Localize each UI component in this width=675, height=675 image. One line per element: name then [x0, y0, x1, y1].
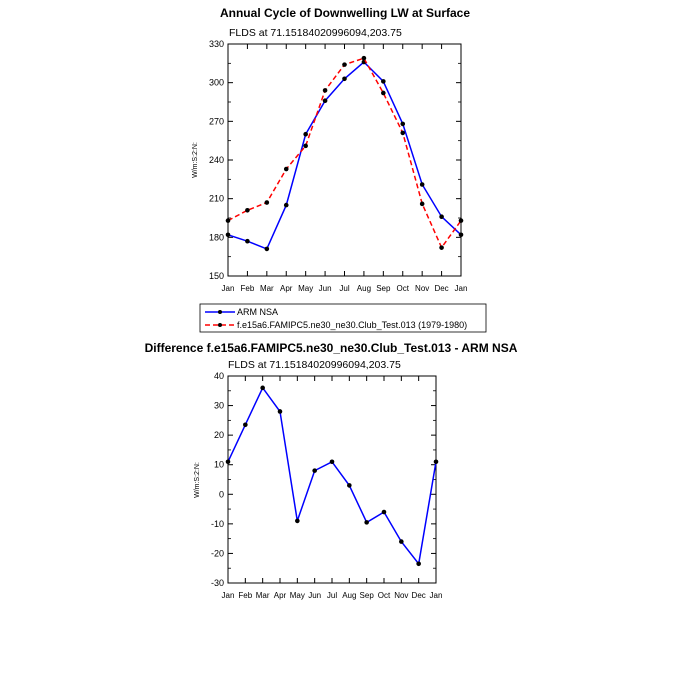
chart1-series-1-point-3	[284, 167, 289, 172]
chart2-ytick-label-7: 40	[213, 371, 224, 381]
chart1-series-0-point-10	[420, 182, 425, 187]
chart1-series-0-point-3	[284, 203, 289, 208]
chart1-series-1-point-12	[459, 218, 464, 223]
chart1-series-0-point-8	[381, 79, 386, 84]
chart1-xtick-label-9: Oct	[396, 284, 409, 293]
chart2-series-0-point-10	[399, 539, 404, 544]
chart1-series-0-line	[228, 62, 461, 249]
chart1-series-1-point-0	[226, 218, 231, 223]
chart2-xtick-label-4: May	[289, 591, 305, 600]
legend-marker-model	[218, 323, 222, 327]
chart1-series-1-point-2	[265, 200, 270, 205]
chart2-ytick-label-5: 20	[213, 430, 224, 441]
chart2-ylabel: W/m:S:2:N:	[194, 462, 201, 498]
chart2-xtick-label-12: Jan	[429, 591, 443, 600]
chart2-xtick-label-7: Aug	[342, 591, 357, 600]
chart2-ytick-label-1: -20	[210, 548, 224, 559]
chart2-title: Difference f.e15a6.FAMIPC5.ne30_ne30.Club_Test.013 - ARM NSA	[144, 341, 518, 355]
chart1-series-0-point-5	[323, 98, 328, 103]
chart1-series-1-point-5	[323, 88, 328, 93]
chart2-xtick-label-0: Jan	[221, 591, 235, 600]
chart2-series-0-point-7	[347, 483, 352, 488]
chart1-xtick-label-8: Sep	[376, 284, 391, 293]
chart1-series-0-point-1	[245, 239, 250, 244]
chart1-ylabel: W/m:S:2:N:	[192, 142, 199, 178]
chart1-series-0-point-0	[226, 232, 231, 237]
chart2-series-0-point-11	[416, 561, 421, 566]
chart2-xtick-label-2: Mar	[255, 591, 270, 600]
chart2-xtick-label-1: Feb	[238, 591, 253, 600]
chart2-series-0-point-3	[278, 409, 283, 414]
chart2-ytick-label-2: -10	[210, 518, 224, 529]
chart2-series-0-point-0	[226, 459, 231, 464]
chart1-series-1-point-11	[439, 245, 444, 250]
chart2-series-0-point-8	[364, 520, 369, 525]
chart2-frame	[228, 376, 436, 583]
chart1-ytick-label-5: 300	[208, 77, 224, 88]
chart2-series-0-point-6	[330, 459, 335, 464]
chart2-series-0-point-12	[434, 459, 439, 464]
chart1-series-1-point-9	[400, 131, 405, 136]
chart1-xtick-label-7: Aug	[356, 284, 372, 293]
chart1-ytick-label-0: 150	[208, 271, 224, 281]
legend-label-arm: ARM NSA	[237, 307, 279, 317]
chart1-series-1-point-6	[342, 62, 347, 67]
chart2-xtick-label-11: Dec	[411, 591, 426, 600]
chart2-series-0-point-2	[260, 386, 265, 391]
chart2-series-0-line	[228, 388, 436, 564]
chart2-series-0-point-5	[312, 468, 317, 473]
chart1-series-1-point-7	[362, 56, 367, 61]
chart1-subtitle: FLDS at 71.15184020996094,203.75	[229, 27, 402, 39]
chart2-ytick-label-6: 30	[213, 400, 224, 411]
chart1-xtick-label-2: Mar	[259, 284, 274, 293]
chart1-title: Annual Cycle of Downwelling LW at Surface	[219, 6, 471, 20]
chart1-xtick-label-11: Dec	[434, 284, 449, 293]
chart2-series-0-point-1	[243, 422, 248, 427]
chart1-series-0-point-12	[459, 232, 464, 237]
chart2-ytick-label-3: 0	[218, 489, 224, 500]
chart1-xtick-label-4: May	[298, 284, 314, 293]
chart1-xtick-label-3: Apr	[280, 284, 293, 293]
chart1-series-0-point-4	[303, 132, 308, 137]
chart1-series-1-point-10	[420, 202, 425, 207]
chart2-ytick-label-0: -30	[210, 578, 224, 588]
chart1-series-1-point-4	[303, 144, 308, 149]
chart1-ytick-label-3: 240	[208, 155, 224, 165]
chart1-xtick-label-12: Jan	[454, 284, 468, 293]
chart2-plot	[211, 371, 442, 600]
chart2-xtick-label-6: Jul	[326, 591, 338, 600]
chart1-series-0-point-6	[342, 77, 347, 82]
chart1-xtick-label-6: Jul	[339, 284, 350, 293]
chart1-series-0-point-9	[400, 122, 405, 127]
chart2-xtick-label-10: Nov	[394, 591, 409, 600]
chart2-xtick-label-9: Oct	[377, 591, 391, 600]
chart2-xtick-label-8: Sep	[359, 591, 374, 600]
chart1-plot	[209, 39, 467, 293]
chart1-series-1-point-8	[381, 91, 386, 96]
chart1-ytick-label-4: 270	[208, 116, 224, 127]
chart1-series-1-point-1	[245, 208, 250, 213]
chart1-series-0-point-11	[439, 214, 444, 219]
chart2-xtick-label-3: Apr	[273, 591, 287, 600]
legend-label-model: f.e15a6.FAMIPC5.ne30_ne30.Club_Test.013 (1979-1980)	[237, 320, 468, 330]
chart1-xtick-label-5: Jun	[318, 284, 332, 293]
chart1-xtick-label-0: Jan	[221, 284, 235, 293]
chart2-series-0-point-9	[382, 510, 387, 515]
chart2-series-0-point-4	[295, 519, 300, 524]
chart2-subtitle: FLDS at 71.15184020996094,203.75	[228, 359, 401, 371]
chart1-ytick-label-6: 330	[208, 39, 224, 49]
chart2-ytick-label-4: 10	[213, 459, 224, 470]
chart1-series-1-line	[228, 58, 461, 247]
chart1-ytick-label-2: 210	[208, 193, 224, 204]
chart1-legend	[200, 304, 486, 332]
chart1-ytick-label-1: 180	[208, 232, 224, 243]
chart1-xtick-label-1: Feb	[240, 284, 255, 293]
legend-marker-arm	[218, 310, 222, 314]
chart1-series-0-point-2	[265, 247, 270, 252]
chart2-xtick-label-5: Jun	[308, 591, 322, 600]
chart1-xtick-label-10: Nov	[415, 284, 430, 293]
